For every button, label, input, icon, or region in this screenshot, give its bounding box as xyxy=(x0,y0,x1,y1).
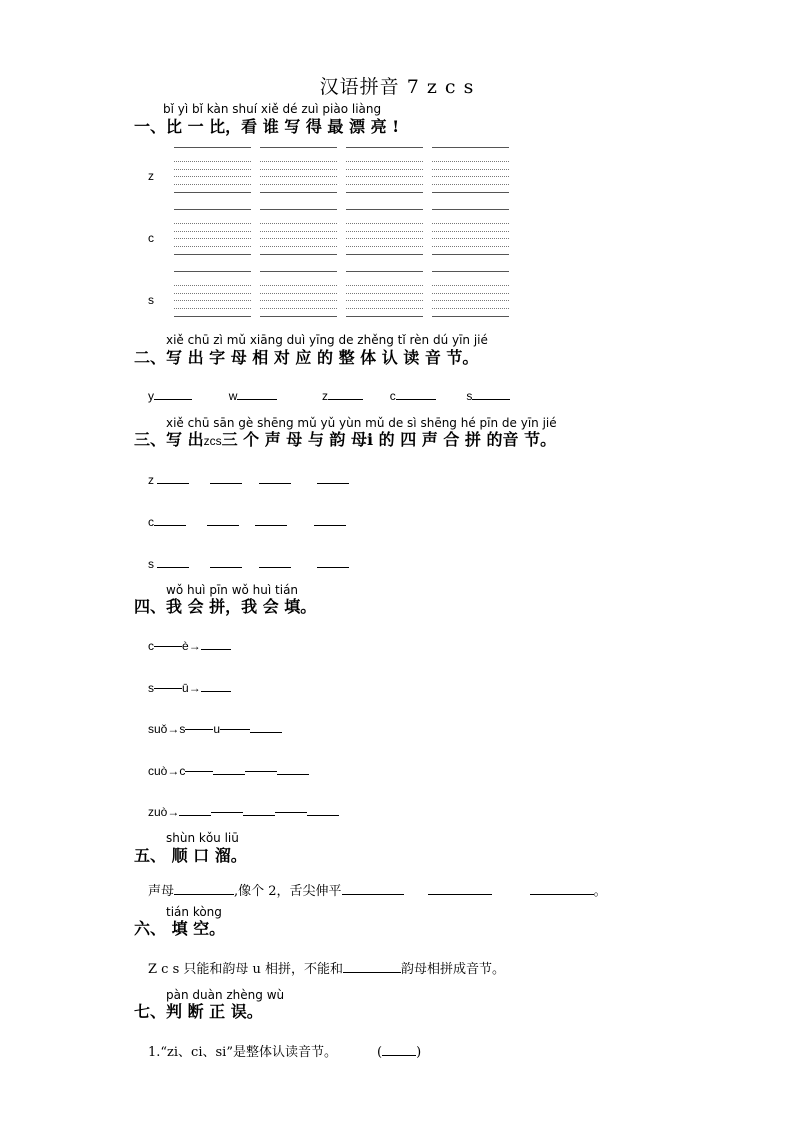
grid-line xyxy=(346,161,423,162)
section4-row-1 xyxy=(148,637,231,653)
answer-blank[interactable] xyxy=(382,1043,416,1056)
answer-blank[interactable] xyxy=(207,513,239,526)
grid-line xyxy=(346,184,423,185)
grid-line xyxy=(174,169,251,170)
answer-blank[interactable] xyxy=(237,387,277,400)
grid-line xyxy=(174,238,251,239)
grid-line xyxy=(260,246,337,247)
grid-line xyxy=(260,223,337,224)
answer-blank[interactable] xyxy=(210,471,242,484)
section7-heading: 七、判 断 正 误。 xyxy=(134,1002,263,1021)
connector-line xyxy=(275,812,307,813)
answer-blank[interactable] xyxy=(213,762,245,775)
grid-line xyxy=(346,169,423,170)
connector-line xyxy=(154,688,182,689)
section6-text xyxy=(148,958,505,977)
connector-line xyxy=(185,729,213,730)
section4-row-5 xyxy=(148,803,339,819)
page-title: 汉语拼音 7 z c s xyxy=(319,76,475,98)
grid-line xyxy=(174,285,251,286)
grid-line xyxy=(432,293,509,294)
arrow: → xyxy=(188,639,201,653)
section6-pinyin: tián kòng xyxy=(166,905,222,919)
text-body: ,像个 2，舌尖伸平 xyxy=(234,884,342,899)
item-y: y xyxy=(148,389,154,403)
answer-blank[interactable] xyxy=(314,513,346,526)
item-w: w xyxy=(228,389,238,403)
grid-line xyxy=(260,293,337,294)
grid-line xyxy=(346,147,423,148)
grid-line xyxy=(346,246,423,247)
grid-line xyxy=(346,209,423,210)
item-z: z xyxy=(322,389,329,403)
grid-line xyxy=(174,231,251,232)
answer-blank[interactable] xyxy=(343,960,401,973)
section1-pinyin: bǐ yì bǐ kàn shuí xiě dé zuì piào liàng xyxy=(163,102,382,116)
grid-line xyxy=(432,316,509,317)
grid-line xyxy=(346,293,423,294)
section2-pinyin: xiě chū zì mǔ xiāng duì yīng de zhěng tǐ rèn dú yīn jié xyxy=(166,333,488,347)
answer-blank[interactable] xyxy=(157,555,189,568)
item-c: c xyxy=(389,389,396,403)
section5-pinyin: shùn kǒu liū xyxy=(166,831,239,845)
grid-line xyxy=(432,169,509,170)
grid-line xyxy=(346,308,423,309)
section7-q1 xyxy=(148,1041,421,1060)
grid-line xyxy=(260,308,337,309)
grid-line xyxy=(260,316,337,317)
grid-line xyxy=(174,192,251,193)
grid-line xyxy=(174,209,251,210)
grid-line xyxy=(346,271,423,272)
section3-heading-post: 三 个 声 母 与 韵 母i 的 四 声 合 拼 的音 节。 xyxy=(221,430,557,449)
answer-blank[interactable] xyxy=(530,882,594,895)
grid-label-c: c xyxy=(148,231,154,245)
grid-line xyxy=(432,285,509,286)
grid-line xyxy=(432,271,509,272)
grid-line xyxy=(174,184,251,185)
section4-row-3 xyxy=(148,720,282,736)
connector-line xyxy=(245,771,277,772)
answer-blank[interactable] xyxy=(259,555,291,568)
answer-blank[interactable] xyxy=(243,803,275,816)
answer-blank[interactable] xyxy=(307,803,339,816)
row-pre: zuò→ xyxy=(148,805,180,819)
answer-blank[interactable] xyxy=(277,762,309,775)
grid-line xyxy=(174,300,251,301)
grid-line xyxy=(174,254,251,255)
grid-line xyxy=(174,308,251,309)
grid-line xyxy=(174,293,251,294)
row-mid: u xyxy=(213,722,221,736)
section3-row-s xyxy=(148,555,349,571)
connector-line xyxy=(220,729,250,730)
answer-blank[interactable] xyxy=(328,387,363,400)
grid-line xyxy=(432,246,509,247)
grid-line xyxy=(346,231,423,232)
row-pre: suǒ→s xyxy=(148,722,186,736)
grid-line xyxy=(260,161,337,162)
answer-blank[interactable] xyxy=(179,803,211,816)
grid-line xyxy=(260,238,337,239)
row-pre: c xyxy=(148,639,154,653)
answer-blank[interactable] xyxy=(174,882,234,895)
grid-line xyxy=(260,254,337,255)
grid-line xyxy=(260,184,337,185)
grid-line xyxy=(432,192,509,193)
row-letter: z xyxy=(148,473,154,487)
connector-line xyxy=(211,812,243,813)
section4-heading: 四、我 会 拼，我 会 填。 xyxy=(134,597,317,616)
grid-line xyxy=(174,246,251,247)
grid-line xyxy=(432,300,509,301)
grid-line xyxy=(346,285,423,286)
grid-line xyxy=(260,271,337,272)
section3-heading-pre: 三、写 出 xyxy=(134,430,204,449)
row-mid: è xyxy=(182,639,189,653)
answer-blank[interactable] xyxy=(255,513,287,526)
section3-pinyin: xiě chū sān gè shēng mǔ yǔ yùn mǔ de sì shēng hé pīn de yīn jié xyxy=(166,416,557,430)
grid-line xyxy=(432,223,509,224)
grid-line xyxy=(174,223,251,224)
grid-line xyxy=(174,176,251,177)
grid-line xyxy=(346,176,423,177)
section3-row-z xyxy=(148,471,349,487)
section3-heading-zcs: zcs xyxy=(203,434,222,448)
answer-blank[interactable] xyxy=(157,471,189,484)
grid-line xyxy=(432,184,509,185)
answer-blank[interactable] xyxy=(154,387,192,400)
grid-line xyxy=(174,316,251,317)
grid-line xyxy=(260,176,337,177)
section1-heading: 一、比 一 比，看 谁 写 得 最 漂 亮 ! xyxy=(134,117,400,136)
grid-line xyxy=(260,300,337,301)
grid-label-z: z xyxy=(148,169,154,183)
grid-line xyxy=(260,231,337,232)
grid-line xyxy=(432,231,509,232)
grid-line xyxy=(174,147,251,148)
answer-blank[interactable] xyxy=(317,555,349,568)
grid-line xyxy=(260,209,337,210)
grid-line xyxy=(260,147,337,148)
section5-text xyxy=(148,880,607,899)
answer-blank[interactable] xyxy=(259,471,291,484)
grid-line xyxy=(432,176,509,177)
grid-line xyxy=(260,169,337,170)
row-pre: cuò→c xyxy=(148,764,186,778)
answer-blank[interactable] xyxy=(210,555,242,568)
grid-line xyxy=(346,238,423,239)
grid-line xyxy=(174,161,251,162)
answer-blank[interactable] xyxy=(317,471,349,484)
grid-line xyxy=(432,308,509,309)
section7-pinyin: pàn duàn zhèng wù xyxy=(166,988,285,1002)
question-text: 1.“zi、ci、si”是整体认读音节。 xyxy=(148,1045,337,1060)
item-s: s xyxy=(466,389,473,403)
connector-line xyxy=(154,646,182,647)
grid-line xyxy=(346,254,423,255)
section3-heading xyxy=(134,427,556,450)
row-letter: s xyxy=(148,557,154,571)
grid-line xyxy=(432,254,509,255)
grid-line xyxy=(432,161,509,162)
grid-line xyxy=(432,147,509,148)
text-end: 。 xyxy=(593,884,607,899)
grid-line xyxy=(346,316,423,317)
connector-line xyxy=(185,771,213,772)
section4-row-2 xyxy=(148,679,231,695)
answer-blank[interactable] xyxy=(396,387,436,400)
grid-line xyxy=(260,192,337,193)
section3-row-c xyxy=(148,513,346,529)
answer-blank[interactable] xyxy=(250,720,282,733)
section4-row-4 xyxy=(148,762,309,778)
grid-line xyxy=(260,285,337,286)
grid-line xyxy=(346,192,423,193)
arrow: → xyxy=(188,681,201,695)
answer-blank[interactable] xyxy=(342,882,404,895)
grid-line xyxy=(432,209,509,210)
answer-blank[interactable] xyxy=(201,637,231,650)
paren-close: ) xyxy=(416,1045,422,1060)
answer-blank[interactable] xyxy=(472,387,510,400)
answer-blank[interactable] xyxy=(154,513,186,526)
grid-label-s: s xyxy=(148,293,154,307)
answer-blank[interactable] xyxy=(428,882,492,895)
answer-blank[interactable] xyxy=(201,679,231,692)
text-body-end: 韵母相拼成音节。 xyxy=(401,962,506,977)
paren-open: ( xyxy=(376,1045,383,1060)
text-shengmu: 声母 xyxy=(148,884,175,899)
section5-heading: 五、 顺 口 溜。 xyxy=(134,846,247,865)
section6-heading: 六、 填 空。 xyxy=(134,919,226,938)
section4-pinyin: wǒ huì pīn wǒ huì tián xyxy=(166,583,299,597)
grid-line xyxy=(346,300,423,301)
section2-heading: 二、写 出 字 母 相 对 应 的 整 体 认 读 音 节。 xyxy=(134,348,479,367)
grid-line xyxy=(174,271,251,272)
section2-row xyxy=(148,387,510,403)
row-pre: s xyxy=(148,681,154,695)
row-mid: ū xyxy=(182,681,189,695)
row-letter: c xyxy=(148,515,154,529)
grid-line xyxy=(432,238,509,239)
text-body: Z c s 只能和韵母 u 相拼，不能和 xyxy=(148,962,344,977)
grid-line xyxy=(346,223,423,224)
